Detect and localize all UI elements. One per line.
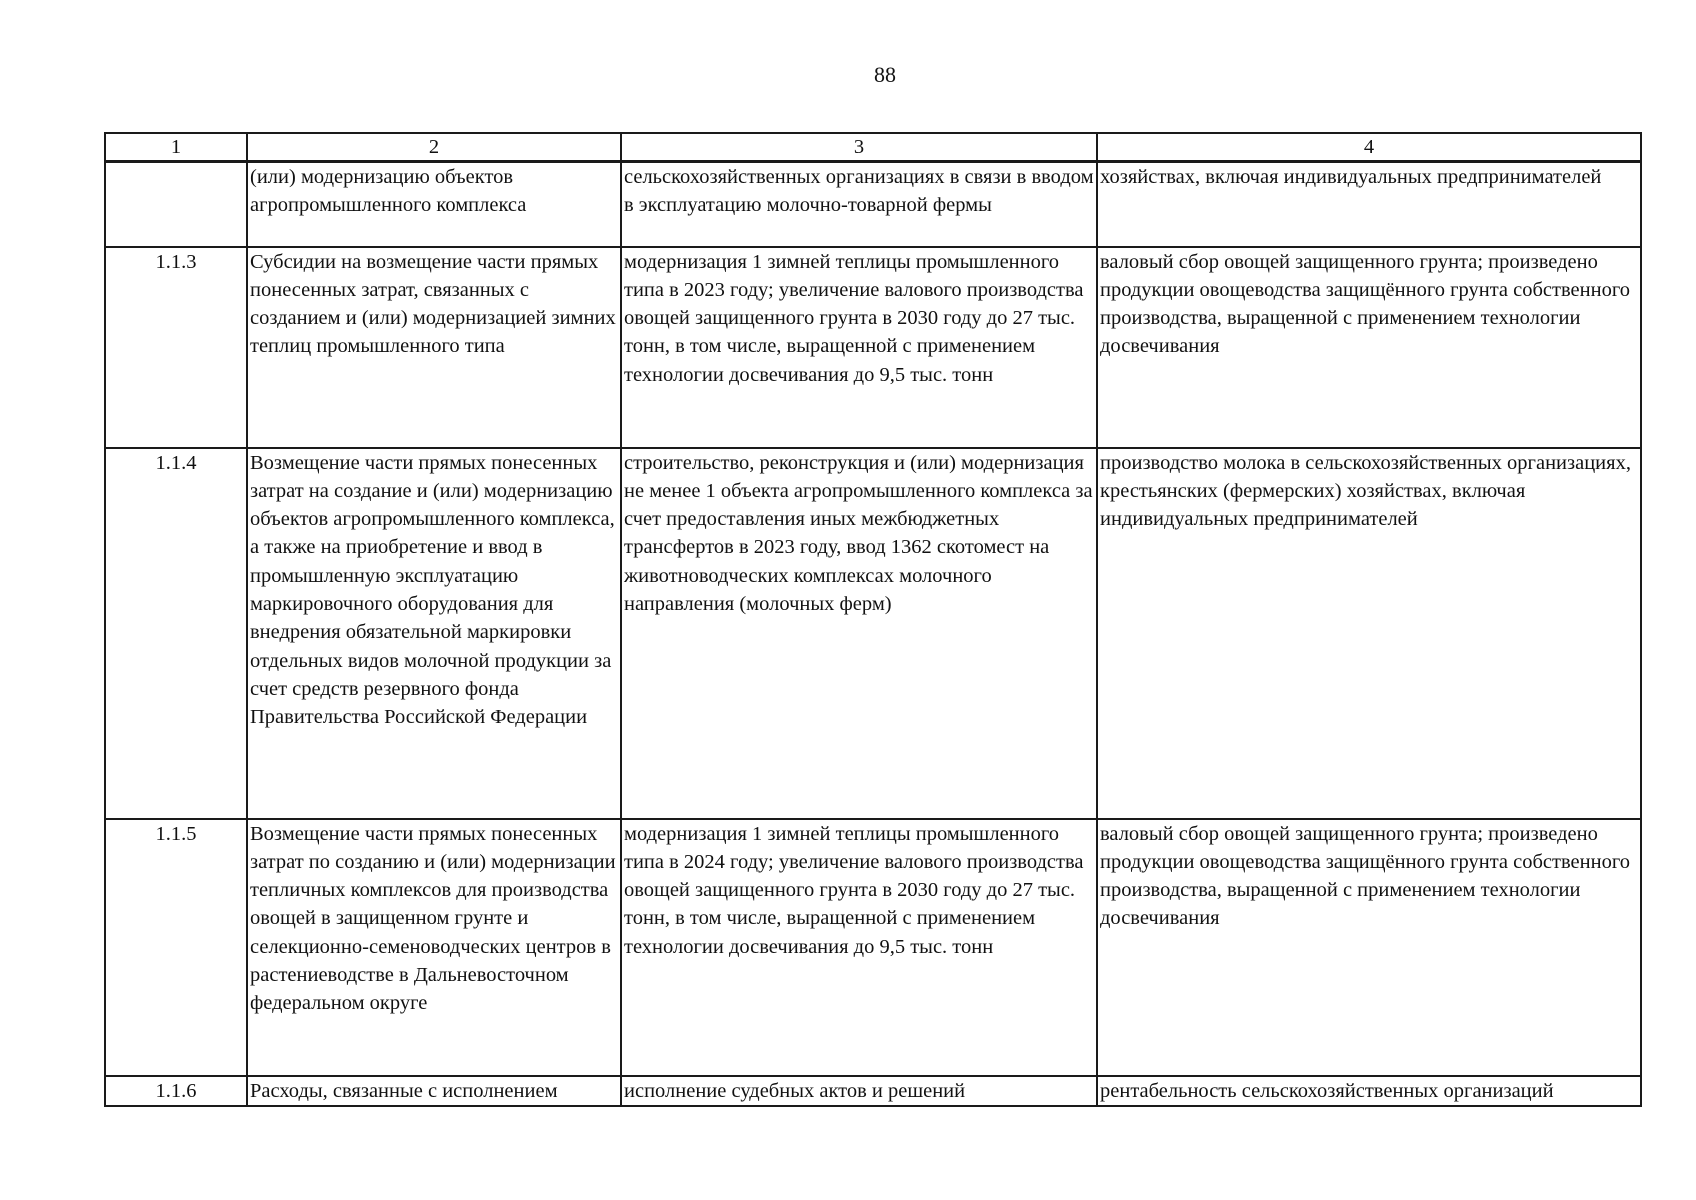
indicator-link: валовый сбор овощей защищенного грунта; произведено продукции овощеводства защищённого грунта собственного производства, выращенной с применением технологии досвечивания (1097, 819, 1641, 1076)
table-row (105, 819, 1641, 1076)
row-number: 1.1.3 (105, 247, 247, 448)
expected-result: модернизация 1 зимней теплицы промышленного типа в 2023 году; увеличение валового производства овощей защищенного грунта в 2030 году до 27 тыс. тонн, в том числе, выращенной с применением технологии досвечивания до 9,5 тыс. тонн (621, 247, 1097, 448)
measure-name: (или) модернизацию объектов агропромышленного комплекса (247, 162, 621, 247)
table-header-row (105, 133, 1641, 162)
column-header-4: 4 (1097, 133, 1641, 162)
row-number: 1.1.5 (105, 819, 247, 1076)
measure-name: Возмещение части прямых понесенных затрат на создание и (или) модернизацию объектов агропромышленного комплекса, а также на приобретение и ввод в промышленную эксплуатацию маркировочного оборудования для внедрения обязательной маркировки отдельных видов молочной продукции за счет средств резервного фонда Правительства Российской Федерации (247, 448, 621, 819)
indicator-link: производство молока в сельскохозяйственных организациях, крестьянских (фермерских) хозяйствах, включая индивидуальных предпринимателей (1097, 448, 1641, 819)
page-number: 88 (874, 62, 896, 87)
row-number: 1.1.6 (105, 1076, 247, 1106)
column-header-1: 1 (105, 133, 247, 162)
expected-result: исполнение судебных актов и решений (621, 1076, 1097, 1106)
expected-result: строительство, реконструкция и (или) модернизация не менее 1 объекта агропромышленного комплекса за счет предоставления иных межбюджетных трансфертов в 2023 году, ввод 1362 скотомест на животноводческих комплексах молочного направления (молочных ферм) (621, 448, 1097, 819)
indicator-link: хозяйствах, включая индивидуальных предпринимателей (1097, 162, 1641, 247)
row-number: 1.1.4 (105, 448, 247, 819)
measure-name: Расходы, связанные с исполнением (247, 1076, 621, 1106)
expected-result: модернизация 1 зимней теплицы промышленного типа в 2024 году; увеличение валового производства овощей защищенного грунта в 2030 году до 27 тыс. тонн, в том числе, выращенной с применением технологии досвечивания до 9,5 тыс. тонн (621, 819, 1097, 1076)
measure-name: Субсидии на возмещение части прямых понесенных затрат, связанных с созданием и (или) модернизацией зимних теплиц промышленного типа (247, 247, 621, 448)
table-row (105, 162, 1641, 247)
table-row (105, 448, 1641, 819)
indicator-link: валовый сбор овощей защищенного грунта; произведено продукции овощеводства защищённого грунта собственного производства, выращенной с применением технологии досвечивания (1097, 247, 1641, 448)
column-header-2: 2 (247, 133, 621, 162)
measure-name: Возмещение части прямых понесенных затрат по созданию и (или) модернизации тепличных комплексов для производства овощей в защищенном грунте и селекционно-семеноводческих центров в растениеводстве в Дальневосточном федеральном округе (247, 819, 621, 1076)
program-measures-table (104, 132, 1642, 1107)
expected-result: сельскохозяйственных организациях в связи в вводом в эксплуатацию молочно-товарной фермы (621, 162, 1097, 247)
row-number (105, 162, 247, 247)
column-header-3: 3 (621, 133, 1097, 162)
table-row (105, 247, 1641, 448)
indicator-link: рентабельность сельскохозяйственных организаций (1097, 1076, 1641, 1106)
table-row (105, 1076, 1641, 1106)
